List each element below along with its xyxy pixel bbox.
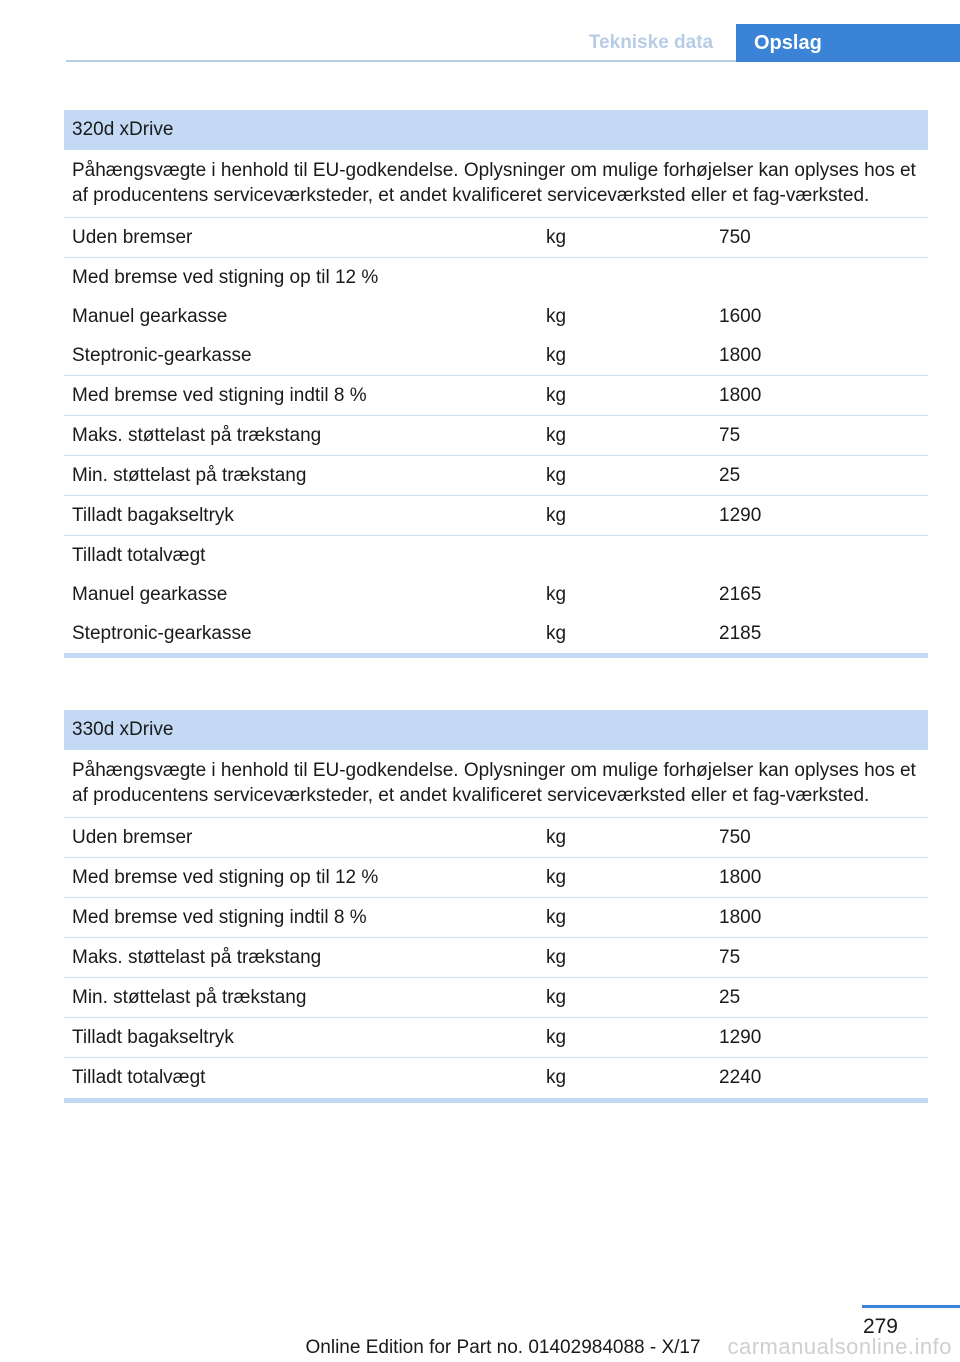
table-row [64,818,928,858]
row-unit: kg [546,584,567,605]
header-tabs [566,24,960,62]
page-number: 279 [862,1315,898,1338]
table-row [64,1058,928,1098]
row-value: 2240 [719,1067,762,1088]
table-note: Påhængsvægte i henhold til EU-godkendelse. Oplysninger om mulige forhøjelser kan oplyses hos et af producentens serviceværksteder, et andet kvalificeret serviceværksted eller et fag-værksted. [64,150,928,218]
row-unit: kg [546,425,567,446]
row-unit: kg [546,465,567,486]
row-label: Med bremse ved stigning op til 12 % [72,867,379,888]
row-label: Tilladt bagakseltryk [72,505,234,526]
table-row [64,218,928,258]
watermark: carmanualsonline.info [727,1334,952,1359]
row-unit: kg [546,947,567,968]
row-label: Med bremse ved stigning indtil 8 % [72,385,367,406]
row-label: Steptronic-gearkasse [72,345,252,366]
table-row [64,496,928,536]
row-value: 1800 [719,385,762,406]
row-label: Min. støttelast på trækstang [72,465,307,486]
table-row [64,376,928,416]
table-end-rule [64,1098,928,1103]
row-label: Maks. støttelast på trækstang [72,947,322,968]
row-unit: kg [546,907,567,928]
row-label: Tilladt totalvægt [72,1067,206,1088]
table-note: Påhængsvægte i henhold til EU-godkendelse. Oplysninger om mulige forhøjelser kan oplyses hos et af producentens serviceværksteder, et andet kvalificeret serviceværksted eller et fag-værksted. [64,750,928,818]
row-unit: kg [546,306,567,327]
row-unit: kg [546,623,567,644]
spec-table-320d [64,110,928,658]
row-value: 750 [719,827,751,848]
row-unit: kg [546,227,567,248]
table-row [64,614,928,653]
row-value: 1800 [719,867,762,888]
row-value: 1290 [719,1027,762,1048]
header-divider [66,60,736,62]
table-row [64,456,928,496]
row-unit: kg [546,1027,567,1048]
table-row [64,978,928,1018]
row-unit: kg [546,827,567,848]
row-value: 1600 [719,306,762,327]
table-row [64,575,928,614]
row-value: 25 [719,987,741,1008]
row-label: Med bremse ved stigning op til 12 % [72,267,379,288]
spec-table-330d [64,710,928,1103]
table-row [64,938,928,978]
row-label: Manuel gearkasse [72,306,228,327]
row-value: 2185 [719,623,762,644]
row-label: Med bremse ved stigning indtil 8 % [72,907,367,928]
table-row [64,416,928,456]
row-unit: kg [546,385,567,406]
row-value: 2165 [719,584,762,605]
row-label: Tilladt totalvægt [72,545,206,566]
row-unit: kg [546,1067,567,1088]
row-unit: kg [546,345,567,366]
table-row [64,336,928,376]
tab-tekniske-data[interactable]: Tekniske data [566,24,736,62]
table-row [64,536,928,575]
row-label: Steptronic-gearkasse [72,623,252,644]
table-title: 320d xDrive [64,110,928,150]
tab-opslag[interactable]: Opslag [736,24,960,62]
row-label: Uden bremser [72,227,193,248]
row-unit: kg [546,505,567,526]
table-row [64,258,928,297]
row-label: Manuel gearkasse [72,584,228,605]
row-value: 750 [719,227,751,248]
row-label: Tilladt bagakseltryk [72,1027,234,1048]
edition-main: Online Edition for Part no. 01402984088 - X/1 [305,1337,690,1358]
footer-rule [862,1305,960,1308]
table-row [64,1018,928,1058]
table-row [64,898,928,938]
row-label: Maks. støttelast på trækstang [72,425,322,446]
row-value: 75 [719,425,741,446]
edition-text [305,1337,701,1359]
table-title: 330d xDrive [64,710,928,750]
edition-tail: 7 [690,1337,701,1358]
row-value: 1290 [719,505,762,526]
row-value: 75 [719,947,741,968]
row-label: Min. støttelast på trækstang [72,987,307,1008]
row-unit: kg [546,987,567,1008]
table-row [64,297,928,336]
row-label: Uden bremser [72,827,193,848]
row-value: 1800 [719,345,762,366]
table-row [64,858,928,898]
row-value: 1800 [719,907,762,928]
row-unit: kg [546,867,567,888]
row-value: 25 [719,465,741,486]
